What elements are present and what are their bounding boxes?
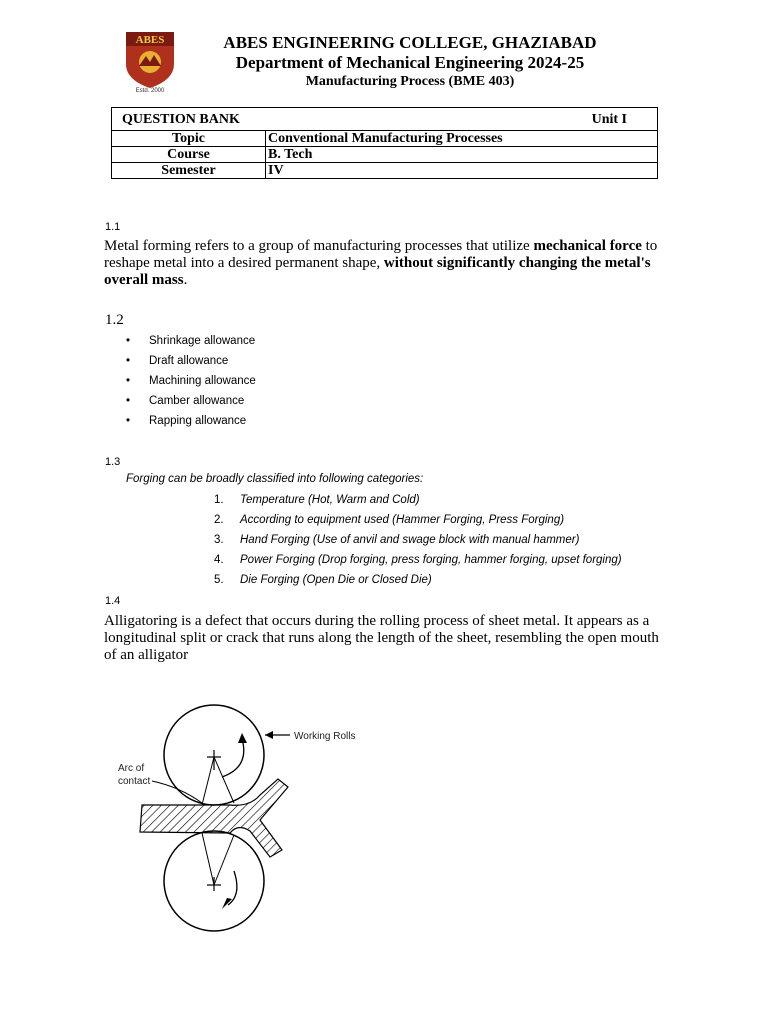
logo-text: ABES	[135, 34, 165, 46]
question-number: 1.4	[105, 595, 121, 607]
list-item: 5. Die Forging (Open Die or Closed Die)	[214, 574, 432, 586]
college-logo	[122, 28, 182, 94]
answer-paragraph: Alligatoring is a defect that occurs during the rolling process of sheet metal. It appears as a longitudinal split or crack that runs along the length of the sheet, resembling the open mouth of an alligator	[104, 613, 659, 663]
table-row	[112, 147, 658, 163]
label-arc-of: Arc of	[118, 763, 145, 774]
course-title: Manufacturing Process (BME 403)	[305, 74, 515, 89]
department-name: Department of Mechanical Engineering 2024-25	[235, 53, 585, 72]
table-row	[112, 131, 658, 147]
question-number: 1.3	[105, 456, 121, 468]
list-item: 1. Temperature (Hot, Warm and Cold)	[214, 494, 420, 506]
table-cell-label: Topic	[112, 131, 266, 147]
rolling-diagram	[110, 695, 390, 945]
table-title-row	[112, 108, 658, 131]
list-item: • Camber allowance	[126, 395, 245, 407]
table-unit: Unit I	[591, 111, 627, 127]
table-cell-value: IV	[266, 163, 658, 179]
list-item: • Rapping allowance	[126, 415, 247, 427]
table-cell-value: Conventional Manufacturing Processes	[266, 131, 658, 147]
allowance-list	[126, 331, 256, 431]
table-title: QUESTION BANK	[122, 111, 240, 127]
list-item: • Shrinkage allowance	[126, 335, 256, 347]
list-item: • Draft allowance	[126, 355, 229, 367]
forging-list	[214, 490, 622, 590]
label-working-rolls: Working Rolls	[294, 731, 356, 742]
table-cell-label: Semester	[112, 163, 266, 179]
table-cell-label: Course	[112, 147, 266, 163]
sheet-metal	[140, 779, 288, 857]
list-item: 2. According to equipment used (Hammer Forging, Press Forging)	[214, 514, 565, 526]
table-cell-value: B. Tech	[266, 147, 658, 163]
list-item: 3. Hand Forging (Use of anvil and swage block with manual hammer)	[214, 534, 580, 546]
list-item: • Machining allowance	[126, 375, 256, 387]
list-item: 4. Power Forging (Drop forging, press forging, hammer forging, upset forging)	[214, 554, 622, 566]
college-name: ABES ENGINEERING COLLEGE, GHAZIABAD	[223, 33, 597, 52]
logo-estd: Estd. 2000	[135, 88, 165, 94]
table-row	[112, 163, 658, 179]
question-number: 1.1	[105, 221, 121, 233]
answer-paragraph: Metal forming refers to a group of manufacturing processes that utilize mechanical force to reshape metal into a desired permanent shape, without significantly changing the metal's overall mass.	[104, 238, 658, 288]
forging-intro: Forging can be broadly classified into following categories:	[126, 473, 424, 485]
question-number: 1.2	[105, 312, 124, 328]
label-contact: contact	[118, 776, 151, 787]
question-bank-table	[111, 107, 658, 179]
